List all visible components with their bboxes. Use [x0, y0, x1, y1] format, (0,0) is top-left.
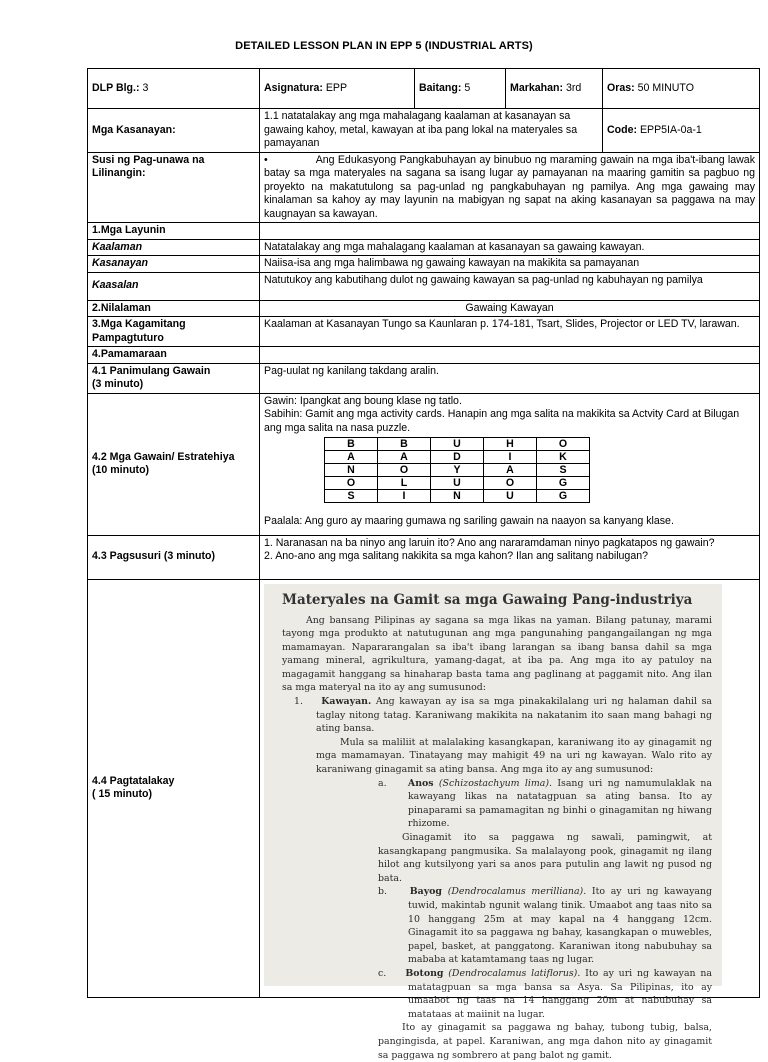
dlp-cell [88, 69, 260, 109]
scan-paragraph: Ang bansang Pilipinas ay sagana sa mga likas na yaman. Bilang patunay, marami tayong mga produkto at natutugunan ang mga pangunahing pangangailangan ng mga mamamayan. Napararangalan sa iba't ibang larangan sa ibang bansa dahil sa mga yamang mineral, agrikultura, yamang-dagat, at iba pa. Ang mga ito ay patuloy na magagamit hanggang sa hinaharap basta tama ang paglinang at paggamit nito. Ang ilan sa mga materyal na ito ay ang sumusunod: [282, 614, 712, 696]
puzzle-cell: U [431, 438, 484, 451]
pamamaraan-label: 4.Pamamaraan [88, 347, 260, 364]
scan-title: Materyales na Gamit sa mga Gawaing Pang-industriya [282, 594, 692, 608]
item-text: Ang kawayan ay isa sa mga pinakakilalang uri ng halaman dahil sa taglay nitong tatag. Karaniwang makikita na nakatanim ito saan mang bahagi ng ating bansa. [316, 696, 712, 734]
item-letter: c. [378, 968, 386, 979]
markahan-cell [506, 69, 603, 109]
scan-item-bayog [282, 885, 712, 967]
pamamaraan-empty [260, 347, 760, 364]
scan-paragraph: Ito ay ginagamit sa paggawa ng bahay, tubong tubig, balsa, pangingisda, at papel. Karaniwan, ang mga dahon nito ay ginagamit sa paggawa ng sombrero at pang balot ng gamit. [282, 1021, 712, 1062]
puzzle-row [325, 438, 590, 451]
puzzle-cell: O [537, 438, 590, 451]
kasanayan-row [88, 109, 760, 153]
kaasalan-row [88, 272, 760, 300]
dlp-value: 3 [142, 82, 148, 94]
puzzle-cell: A [484, 464, 537, 477]
pagtatalakay-label-cell [88, 579, 260, 997]
item-text: Ito ay uri ng kawayan na matatagpuan sa mga bansa sa Asya. Sa Pilipinas, ito ay umaabot ng taas na 14 hanggang 20m at nabubuhay sa matataas at maiinit na lugar. [408, 968, 712, 1020]
item-scientific-name: (Dendrocalamus merilliana). [448, 886, 587, 897]
kasanayan-obj-text: Naiisa-isa ang mga halimbawa ng gawaing kawayan na makikita sa pamayanan [260, 256, 760, 273]
kagamitan-row [88, 317, 760, 347]
panimulang-time: (3 minuto) [92, 378, 255, 392]
nilalaman-text: Gawaing Kawayan [260, 300, 760, 317]
puzzle-cell: S [325, 490, 378, 503]
kasanayan-obj-row [88, 256, 760, 273]
panimulang-row [88, 363, 760, 393]
puzzle-row [325, 451, 590, 464]
pagtatalakay-content [260, 579, 760, 997]
scan-paragraph: Ginagamit ito sa paggawa ng sawali, pamingwit, at kasangkapang pangmusika. Sa malalayong pook, ginagamit ng ilang hilot ang kutsilyong yari sa anos para putulin ang lawit ng pusod ng bata. [282, 831, 712, 885]
dlp-label: DLP Blg.: [92, 82, 139, 94]
item-letter: b. [378, 886, 387, 897]
gawain-paalala: Paalala: Ang guro ay maaring gumawa ng sariling gawain na naayon sa kanyang klase. [264, 515, 755, 529]
puzzle-cell: U [484, 490, 537, 503]
puzzle-cell: U [431, 477, 484, 490]
pagsusuri-q1: 1. Naranasan na ba ninyo ang laruin ito? Ano ang nararamdaman ninyo pagkatapos ng gawain? [264, 537, 755, 551]
pagsusuri-row [88, 535, 760, 579]
puzzle-cell: B [325, 438, 378, 451]
kaalaman-row [88, 239, 760, 256]
kaasalan-text: Natutukoy ang kabutihang dulot ng gawaing kawayan sa pag-unlad ng kabuhayan ng pamilya [260, 272, 760, 300]
puzzle-cell: Y [431, 464, 484, 477]
oras-cell [603, 69, 760, 109]
puzzle-row [325, 490, 590, 503]
kasanayan-text: 1.1 natatalakay ang mga mahalagang kaalaman at kasanayan sa gawaing kahoy, metal, kawayan at iba pang lokal na materyales sa pamayanan [260, 109, 603, 153]
gawain-row [88, 393, 760, 535]
gawain-content [260, 393, 760, 535]
pagsusuri-label: 4.3 Pagsusuri (3 minuto) [88, 535, 260, 579]
panimulang-label: 4.1 Panimulang Gawain [92, 365, 255, 379]
puzzle-cell: K [537, 451, 590, 464]
scan-paragraph: Mula sa maliliit at malalaking kasangkapan, karaniwang ito ay ginagamit ng mga mamamayan. Tinatayang may mahigit 49 na uri ng kawayan. Walo rito ay karaniwang ginagamit sa ating bansa. Ang mga ito ay ang sumusunod: [282, 736, 712, 777]
susi-text: Ang Edukasyong Pangkabuhayan ay binubuo ng maraming gawain na mga iba't-ibang lawak batay sa mga materyales na sagana sa isang lugar ay pamayanan na maaring gamitin sa pagbuo ng proyekto na makatutulong sa pag-unlad ng pangkabuhayan ng pamilya. Ang mga gawaing may kinalaman sa kahoy ay may layunin na mabigyan ng sapat na aking kasanayan sa paggawa na may kaugnayan sa kawayan. [264, 154, 755, 220]
asignatura-label: Asignatura: [264, 82, 323, 94]
nilalaman-label: 2.Nilalaman [88, 300, 260, 317]
puzzle-cell: D [431, 451, 484, 464]
scan-item-kawayan [282, 695, 712, 736]
puzzle-cell: O [325, 477, 378, 490]
item-text: Ito ay uri ng kawayang tuwid, makintab ngunit walang tinik. Umaabot ang taas nito sa 10 hanggang 25m at may kapal na 4 hanggang 12cm. Ginagamit ito sa paggawa ng bahay, kasangkapan o muwebles, papel, basket, at panggatong. Karaniwan itong nabubuhay sa mababa at katamtamang taas ng lugar. [408, 886, 712, 965]
item-letter: a. [378, 778, 387, 789]
gawain-time: (10 minuto) [92, 464, 255, 478]
baitang-cell [415, 69, 506, 109]
susi-row [88, 152, 760, 223]
puzzle-cell: H [484, 438, 537, 451]
asignatura-value: EPP [326, 82, 347, 94]
kaasalan-label: Kaasalan [88, 272, 260, 300]
item-scientific-name: (Dendrocalamus latiflorus). [448, 968, 580, 979]
pagtatalakay-time: ( 15 minuto) [92, 788, 255, 802]
oras-label: Oras: [607, 82, 635, 94]
puzzle-cell: N [325, 464, 378, 477]
scan-body [282, 614, 712, 1062]
puzzle-cell: B [378, 438, 431, 451]
layunin-empty [260, 223, 760, 240]
puzzle-row [325, 464, 590, 477]
textbook-scan [264, 584, 722, 986]
word-puzzle [324, 437, 590, 503]
puzzle-cell: O [484, 477, 537, 490]
code-label: Code: [607, 124, 637, 136]
item-name: Anos [408, 778, 434, 789]
kaalaman-label: Kaalaman [88, 239, 260, 256]
page-title: DETAILED LESSON PLAN IN EPP 5 (INDUSTRIAL ARTS) [0, 40, 768, 52]
puzzle-cell: G [537, 490, 590, 503]
baitang-value: 5 [464, 82, 470, 94]
item-name: Bayog [410, 886, 442, 897]
markahan-value: 3rd [566, 82, 581, 94]
pagtatalakay-label: 4.4 Pagtatalakay [92, 775, 255, 789]
pagtatalakay-row [88, 579, 760, 997]
item-number: 1. [294, 696, 303, 707]
gawain-line2: Sabihin: Gamit ang mga activity cards. Hanapin ang mga salita na makikita sa Actvity Card at Bilugan ang mga salita na nasa puzzle. [264, 408, 755, 435]
pamamaraan-row [88, 347, 760, 364]
code-cell [603, 109, 760, 153]
item-scientific-name: (Schizostachyum lima). [439, 778, 552, 789]
susi-text-cell [260, 152, 760, 223]
puzzle-cell: I [484, 451, 537, 464]
layunin-row [88, 223, 760, 240]
gawain-label: 4.2 Mga Gawain/ Estratehiya [92, 451, 255, 465]
kasanayan-obj-label: Kasanayan [88, 256, 260, 273]
pagsusuri-content [260, 535, 760, 579]
kasanayan-label: Mga Kasanayan: [88, 109, 260, 153]
bullet-icon: • [264, 154, 268, 166]
puzzle-cell: G [537, 477, 590, 490]
markahan-label: Markahan: [510, 82, 563, 94]
puzzle-cell: O [378, 464, 431, 477]
puzzle-row [325, 477, 590, 490]
susi-label: Susi ng Pag-unawa na Lilinangin: [88, 152, 260, 223]
kaalaman-text: Natatalakay ang mga mahalagang kaalaman at kasanayan sa gawaing kawayan. [260, 239, 760, 256]
code-value: EPP5IA-0a-1 [640, 124, 702, 136]
baitang-label: Baitang: [419, 82, 461, 94]
asignatura-cell [260, 69, 415, 109]
nilalaman-row [88, 300, 760, 317]
pagsusuri-q2: 2. Ano-ano ang mga salitang nakikita sa mga kahon? Ilan ang salitang nabilugan? [264, 550, 755, 564]
panimulang-text: Pag-uulat ng kanilang takdang aralin. [260, 363, 760, 393]
header-row [88, 69, 760, 109]
scan-item-botong [282, 967, 712, 1021]
gawain-label-cell [88, 393, 260, 535]
kagamitan-label: 3.Mga Kagamitang Pampagtuturo [88, 317, 260, 347]
lesson-plan-table [87, 68, 760, 998]
puzzle-cell: A [378, 451, 431, 464]
oras-value: 50 MINUTO [638, 82, 694, 94]
item-text: Isang uri ng namumulaklak na kawayang likas na natatagpuan sa ating bansa. Ito ay pinaparami sa pamamagitan ng binhi o ginagamitan ng hiwang rhizome. [408, 778, 712, 830]
puzzle-cell: L [378, 477, 431, 490]
scan-item-anos [282, 777, 712, 831]
puzzle-cell: A [325, 451, 378, 464]
puzzle-cell: S [537, 464, 590, 477]
layunin-label: 1.Mga Layunin [88, 223, 260, 240]
puzzle-cell: N [431, 490, 484, 503]
item-name: Botong [405, 968, 443, 979]
panimulang-label-cell [88, 363, 260, 393]
kagamitan-text: Kaalaman at Kasanayan Tungo sa Kaunlaran p. 174-181, Tsart, Slides, Projector or LED TV, larawan. [260, 317, 760, 347]
puzzle-cell: I [378, 490, 431, 503]
gawain-line1: Gawin: Ipangkat ang boung klase ng tatlo. [264, 395, 755, 409]
item-name: Kawayan. [321, 696, 371, 707]
